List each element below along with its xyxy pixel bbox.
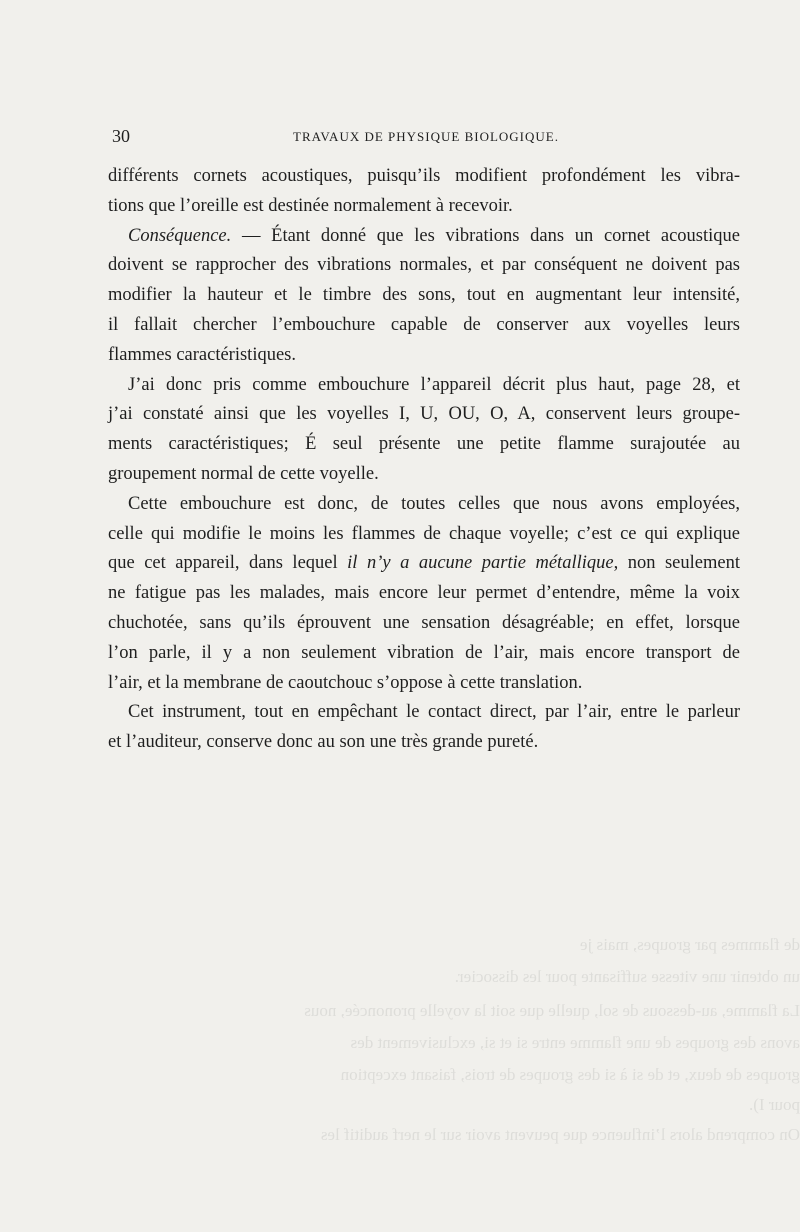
bleed-through-line: On comprend alors l’influence que peuvent avoir sur le nerf auditif les	[320, 1125, 800, 1144]
bleed-through-line: pour I).	[749, 1095, 800, 1114]
text-line: flammes caractéristiques.	[108, 344, 296, 365]
text-line: groupement normal de cette voyelle.	[108, 463, 379, 484]
bleed-through-line: de flammes par groupes, mais je	[580, 935, 800, 954]
bleed-through-line: groupes de deux, et de si à si des groupes de trois, faisant exception	[340, 1065, 800, 1084]
text-fragment: que cet appareil, dans lequel	[108, 553, 338, 574]
text-line: il fallait chercher l’embouchure capable de conserver aux voyelles leurs	[108, 314, 740, 335]
text-line	[108, 549, 740, 579]
text-line	[108, 222, 740, 252]
text-line: chuchotée, sans qu’ils éprouvent une sensation désagréable; en effet, lorsque	[108, 612, 740, 633]
bleed-through-line: avons des groupes de une flamme entre si et si, exclusivement des	[350, 1033, 800, 1052]
text-line: ments caractéristiques; É seul présente une petite flamme surajoutée au	[108, 434, 740, 455]
body-text	[108, 162, 740, 758]
text-line: l’on parle, il y a non seulement vibration de l’air, mais encore transport de	[108, 642, 740, 663]
bleed-through-line: un obtenir une vitesse suffisante pour les dissocier.	[454, 967, 800, 986]
text-line: j’ai constaté ainsi que les voyelles I, U, OU, O, A, conservent leurs groupe-	[108, 404, 740, 425]
text-line: celle qui modifie le moins les flammes de chaque voyelle; c’est ce qui explique	[108, 523, 740, 544]
text-line: ne fatigue pas les malades, mais encore leur permet d’entendre, même la voix	[108, 583, 740, 604]
text-line: différents cornets acoustiques, puisqu’ils modifient profondément les vibra-	[108, 166, 740, 186]
text-line: Cette embouchure est donc, de toutes celles que nous avons employées,	[128, 493, 740, 514]
lead-italic: Conséquence.	[128, 225, 232, 246]
text-line: J’ai donc pris comme embouchure l’appareil décrit plus haut, page 28, et	[128, 374, 740, 395]
text-line: et l’auditeur, conserve donc au son une très grande pureté.	[108, 732, 539, 753]
text-line: Cet instrument, tout en empêchant le contact direct, par l’air, entre le parleur	[128, 702, 740, 723]
running-title: TRAVAUX DE PHYSIQUE BIOLOGIQUE.	[293, 129, 559, 144]
text-line: tions que l’oreille est destinée normalement à recevoir.	[108, 195, 513, 216]
page-number: 30	[112, 126, 130, 146]
text-line: doivent se rapprocher des vibrations normales, et par conséquent ne doivent pas	[108, 255, 740, 276]
bleed-through-line: La flamme, au-dessous de sol, quelle que soit la voyelle prononcée, nous	[304, 1001, 800, 1020]
text-line: modifier la hauteur et le timbre des sons, tout en augmentant leur intensité,	[108, 285, 740, 306]
page-header	[112, 126, 740, 148]
text-line: l’air, et la membrane de caoutchouc s’oppose à cette translation.	[108, 672, 583, 693]
text-fragment: — Étant donné que les vibrations dans un cornet acoustique	[231, 225, 740, 246]
italic-phrase: il n’y a aucune partie métallique	[347, 553, 614, 574]
text-fragment: , non seulement	[613, 553, 740, 574]
